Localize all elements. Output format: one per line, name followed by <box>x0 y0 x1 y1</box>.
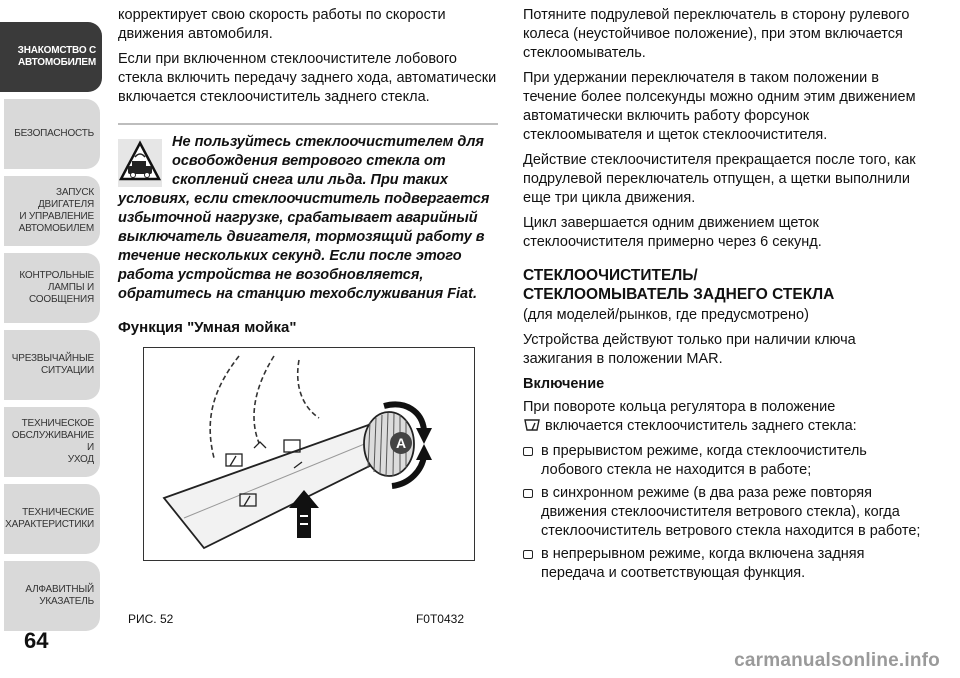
tab-maintenance[interactable]: ТЕХНИЧЕСКОЕ ОБСЛУЖИВАНИЕ И УХОД <box>4 407 100 477</box>
paragraph-part: При повороте кольца регулятора в положение <box>523 399 836 415</box>
wiper-stalk-illustration <box>144 348 474 560</box>
figure-number: РИС. 52 <box>128 612 174 626</box>
list-item <box>523 545 923 583</box>
paragraph <box>523 398 923 436</box>
bullet-icon <box>523 550 533 559</box>
paragraph: Действие стеклоочистителя прекращается после того, как подрулевой переключатель отпущен, а щетки выполнили еще три цикла движения. <box>523 152 916 206</box>
bullet-list <box>523 442 923 583</box>
rear-wiper-icon <box>523 418 541 432</box>
figure-wiper-stalk <box>143 347 475 561</box>
section-title-line-1: СТЕКЛООЧИСТИТЕЛЬ/ <box>523 267 698 284</box>
tab-warning-lights[interactable]: КОНТРОЛЬНЫЕ ЛАМПЫ И СООБЩЕНИЯ <box>4 253 100 323</box>
divider <box>118 123 498 125</box>
tab-index[interactable]: АЛФАВИТНЫЙ УКАЗАТЕЛЬ <box>4 561 100 631</box>
warning-text: Не пользуйтесь стеклоочистителем для освобождения ветрового стекла от скоплений снега или льда. При таких условиях, если стеклоочиститель подвергается избыточной нагрузке, срабатывает аварийный выключатель двигателя, тормозящий работу в течение нескольких секунд. Если после этого работа устройства не возобновляется, обратитесь на станцию техобслуживания Fiat. <box>118 134 490 302</box>
list-item <box>523 442 923 480</box>
list-item-text: в непрерывном режиме, когда включена задняя передача и соответствующая функция. <box>541 546 865 581</box>
paragraph: Если при включенном стеклоочистителе лобового стекла включить передачу заднего хода, автоматически включается стеклоочиститель заднего стекла. <box>118 51 497 105</box>
left-column <box>118 6 500 561</box>
section-title <box>523 266 923 304</box>
list-item-text: в синхронном режиме (в два раза реже повторяя движения стеклоочистителя ветрового стекла), когда стеклоочиститель ветрового стекла находится в работе; <box>541 485 921 539</box>
list-item <box>523 484 923 541</box>
bullet-icon <box>523 489 533 498</box>
paragraph: Потяните подрулевой переключатель в сторону рулевого колеса (неустойчивое положение), при этом включается стеклоомыватель. <box>523 7 910 61</box>
list-item-text: в прерывистом режиме, когда стеклоочиститель лобового стекла не находится в работе; <box>541 443 867 478</box>
tab-starting-driving[interactable]: ЗАПУСК ДВИГАТЕЛЯ И УПРАВЛЕНИЕ АВТОМОБИЛЕМ <box>4 176 100 246</box>
subheading-activation: Включение <box>523 376 605 392</box>
paragraph: корректирует свою скорость работы по скорости движения автомобиля. <box>118 7 446 42</box>
tab-emergency[interactable]: ЧРЕЗВЫЧАЙНЫЕ СИТУАЦИИ <box>4 330 100 400</box>
paragraph-part: включается стеклоочиститель заднего стекла: <box>545 418 857 434</box>
tab-familiarization[interactable]: ЗНАКОМСТВО С АВТОМОБИЛЕМ <box>0 22 102 92</box>
watermark: carmanualsonline.info <box>734 650 940 671</box>
page-number: 64 <box>24 628 49 653</box>
section-note: (для моделей/рынков, где предусмотрено) <box>523 307 809 323</box>
figure-caption <box>128 612 464 626</box>
bullet-icon <box>523 447 533 456</box>
paragraph: Устройства действуют только при наличии ключа зажигания в положении MAR. <box>523 332 856 367</box>
right-column <box>523 6 923 587</box>
tab-safety[interactable]: БЕЗОПАСНОСТЬ <box>4 99 100 169</box>
figure-label-a: A <box>390 432 412 454</box>
figure-code: F0T0432 <box>415 612 464 626</box>
paragraph: При удержании переключателя в таком положении в течение более полсекунды можно одним этим движением автоматически включить работу форсунок стеклоомывателя и щеток стеклоочистителя. <box>523 70 916 143</box>
paragraph: Цикл завершается одним движением щеток стеклоочистителя примерно через 6 секунд. <box>523 215 822 250</box>
warning-block <box>118 133 500 304</box>
tab-technical-specs[interactable]: ТЕХНИЧЕСКИЕ ХАРАКТЕРИСТИКИ <box>4 484 100 554</box>
warning-car-wiper-icon <box>118 139 162 187</box>
function-title: Функция "Умная мойка" <box>118 319 297 336</box>
section-title-line-2: СТЕКЛООМЫВАТЕЛЬ ЗАДНЕГО СТЕКЛА <box>523 286 835 303</box>
